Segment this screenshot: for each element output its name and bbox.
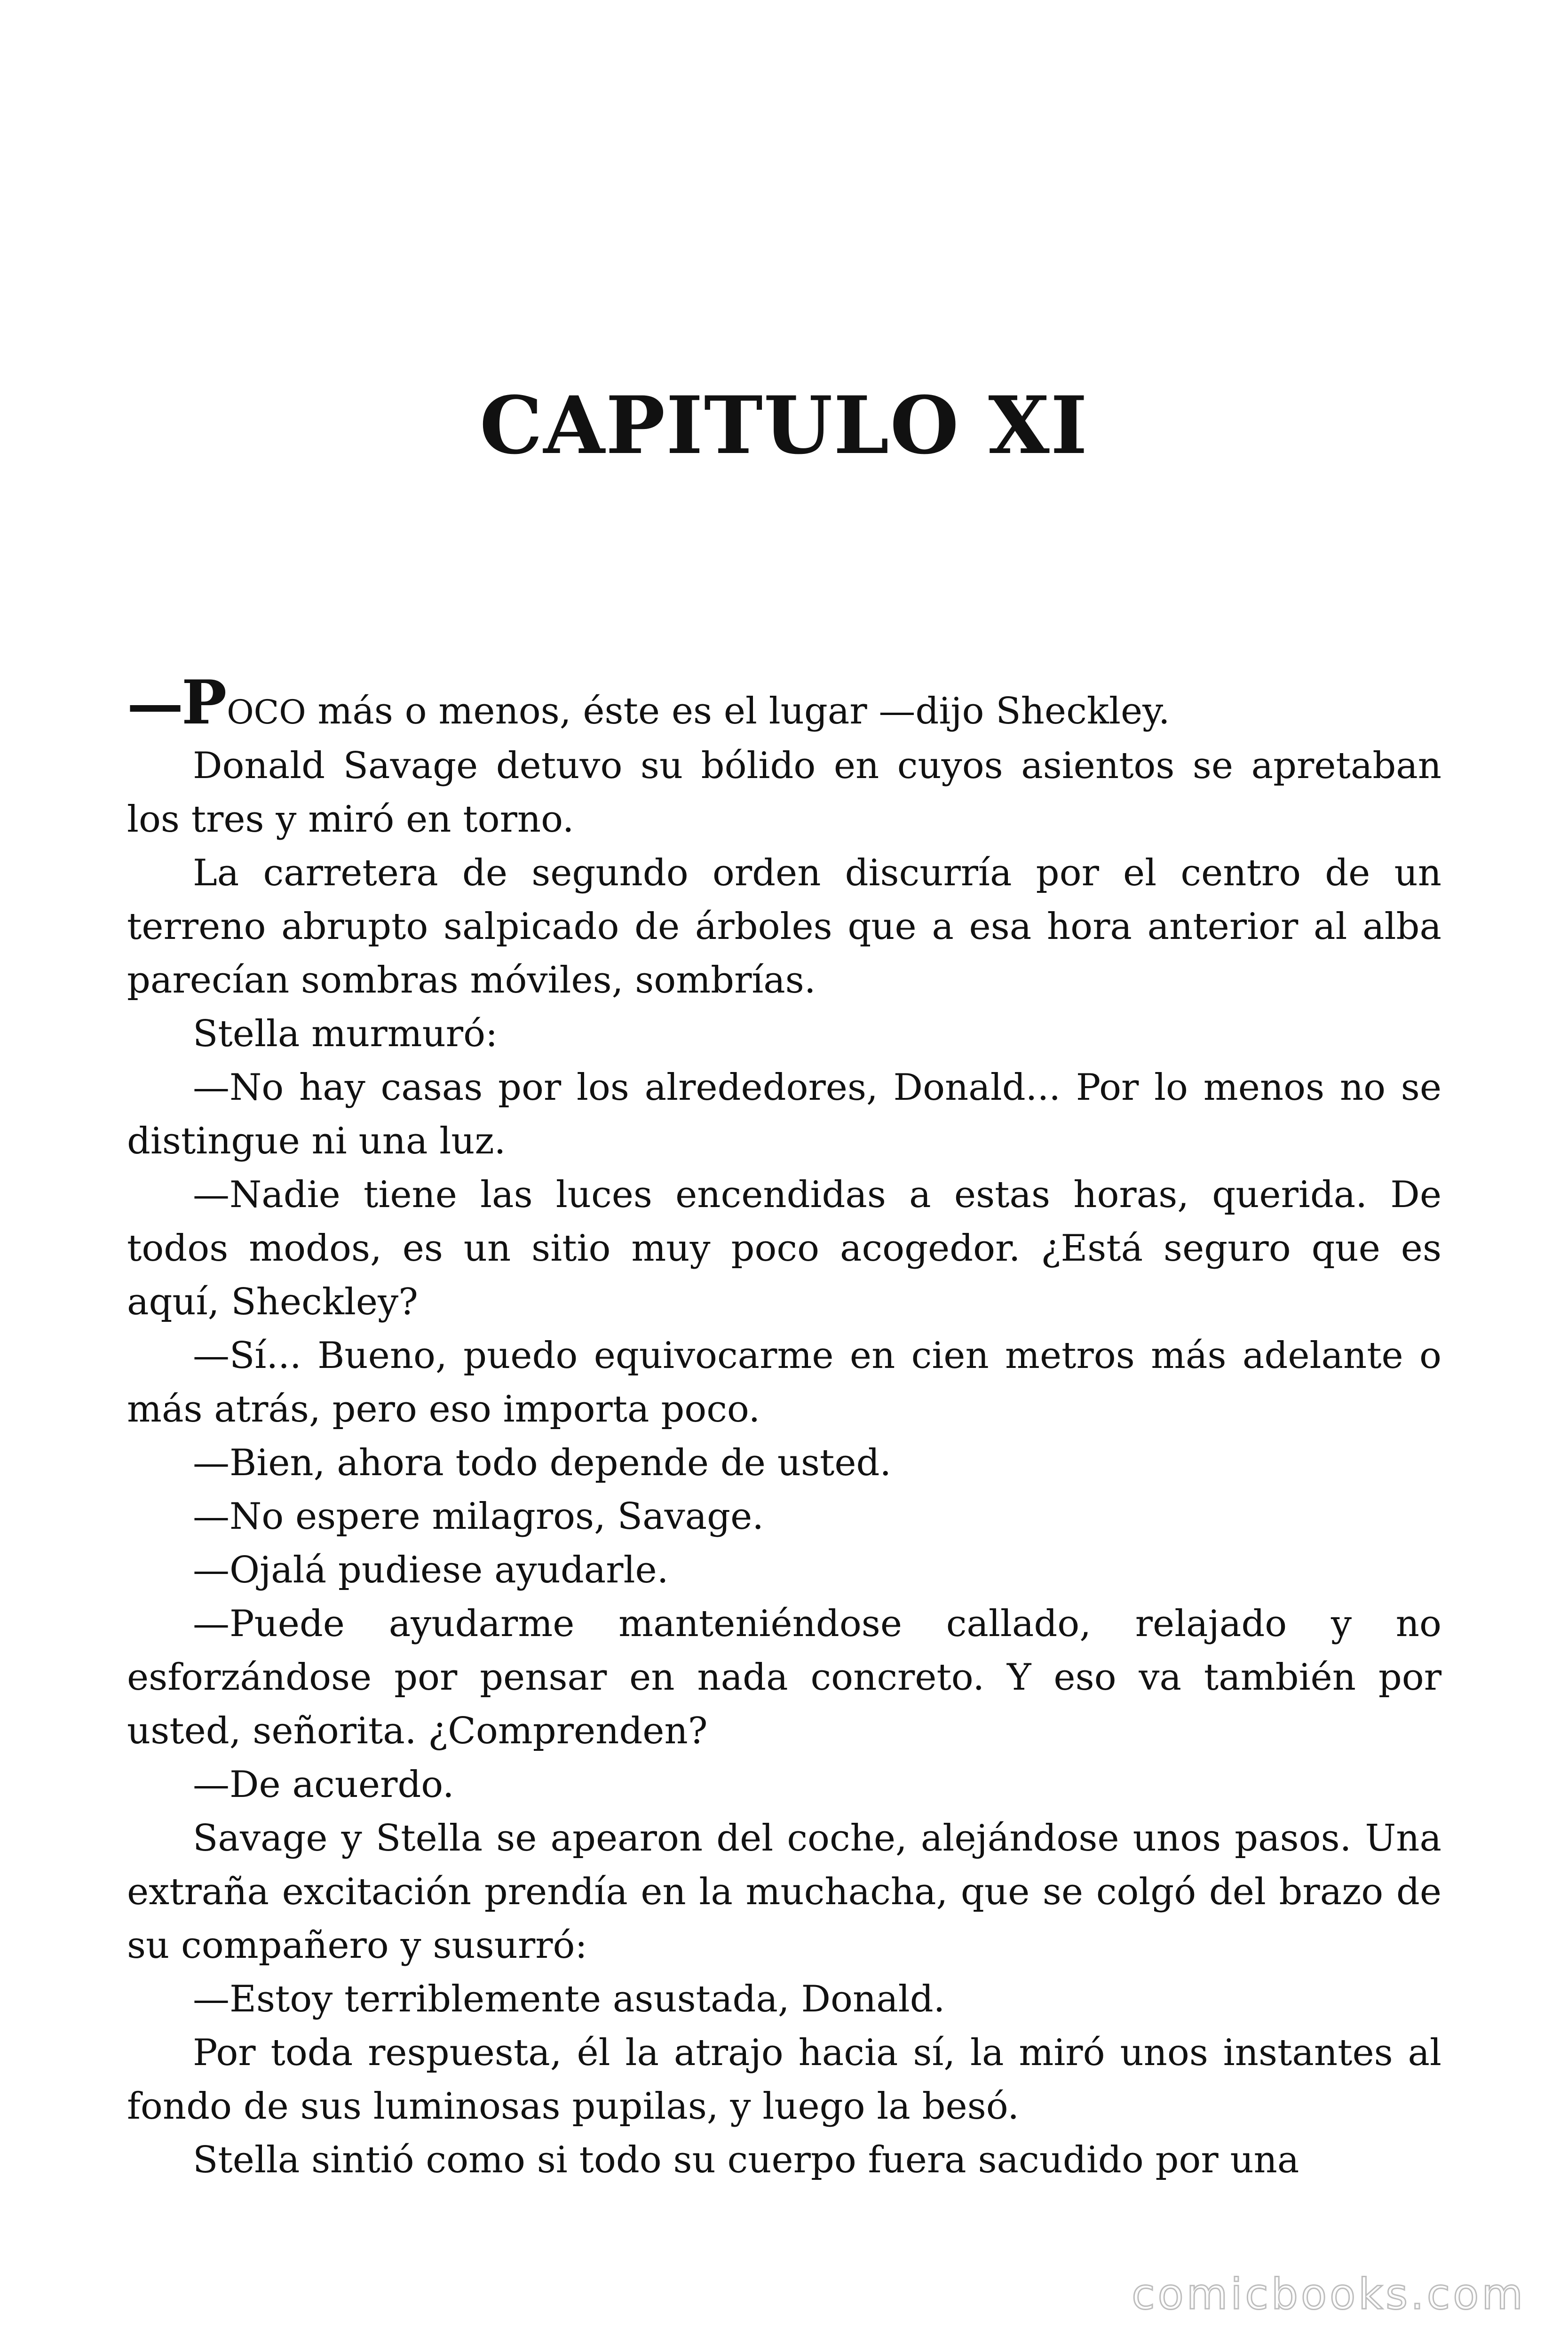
drop-cap: P xyxy=(182,667,227,738)
paragraph: —Puede ayudarme manteniéndose callado, relajado y no esforzándose por pensar en nada concreto. Y eso va también por usted, señorita. ¿Comprenden? xyxy=(127,1603,1441,1752)
paragraph: Donald Savage detuvo su bólido en cuyos asientos se apretaban los tres y miró en torno. xyxy=(127,745,1441,841)
paragraph: —No hay casas por los alrededores, Donald... Por lo menos no se distingue ni una luz. xyxy=(127,1066,1441,1162)
opening-text: más o menos, éste es el lugar —dijo Sheckley. xyxy=(306,690,1170,732)
paragraph: —Estoy terriblemente asustada, Donald. xyxy=(193,1978,945,2020)
chapter-title: CAPITULO XI xyxy=(479,379,1089,472)
paragraph: Savage y Stella se apearon del coche, alejándose unos pasos. Una extraña excitación prendía en la muchacha, que se colgó del brazo de su compañero y susurró: xyxy=(127,1817,1441,1967)
paragraph: —De acuerdo. xyxy=(193,1764,454,1806)
paragraph: Stella sintió como si todo su cuerpo fuera sacudido por una xyxy=(193,2139,1299,2181)
paragraph: —Sí... Bueno, puedo equivocarme en cien metros más adelante o más atrás, pero eso importa poco. xyxy=(127,1335,1441,1430)
opening-paragraph xyxy=(127,667,1441,739)
paragraph: Stella murmuró: xyxy=(193,1013,498,1055)
paragraph: Por toda respuesta, él la atrajo hacia sí, la miró unos instantes al fondo de sus luminosas pupilas, y luego la besó. xyxy=(127,2032,1441,2128)
paragraph: —No espere milagros, Savage. xyxy=(193,1495,764,1538)
paragraph: —Bien, ahora todo depende de usted. xyxy=(193,1442,892,1484)
paragraph: La carretera de segundo orden discurría por el centro de un terreno abrupto salpicado de árboles que a esa hora anterior al alba parecían sombras móviles, sombrías. xyxy=(127,852,1441,1001)
paragraph: —Nadie tiene las luces encendidas a estas horas, querida. De todos modos, es un sitio muy poco acogedor. ¿Está seguro que es aquí, Sheckley? xyxy=(127,1174,1441,1323)
chapter-body xyxy=(127,667,1441,2187)
opening-dash: — xyxy=(127,671,182,737)
paragraph: —Ojalá pudiese ayudarle. xyxy=(193,1549,669,1591)
watermark-logo: comicbooks.com xyxy=(1132,2270,1526,2319)
opening-small-caps: OCO xyxy=(227,693,306,731)
